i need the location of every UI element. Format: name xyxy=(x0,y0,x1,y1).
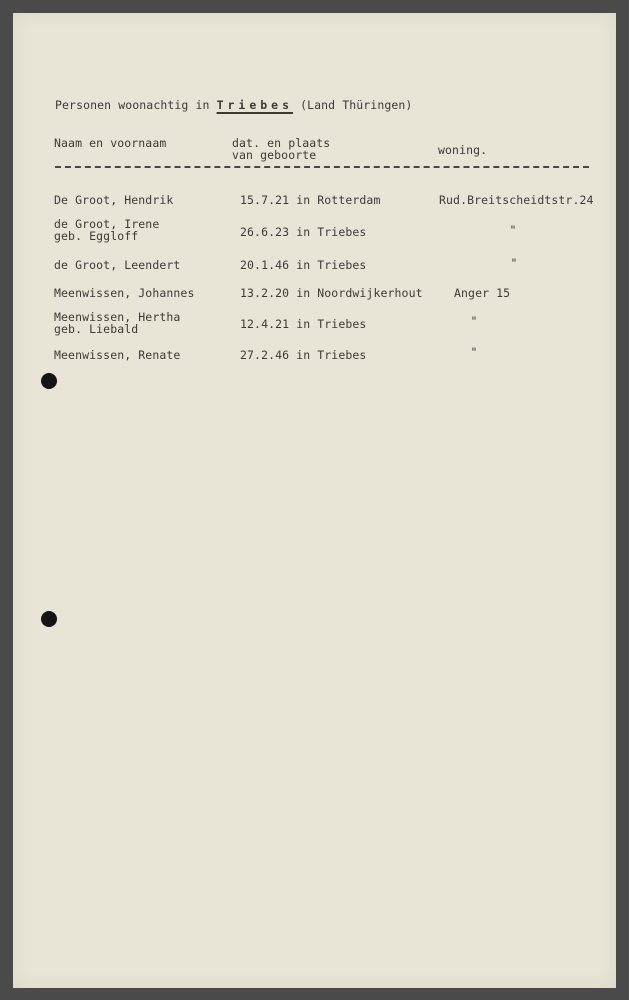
ditto-mark: " xyxy=(470,314,478,328)
ditto-mark: " xyxy=(510,256,518,270)
binder-hole xyxy=(41,373,57,389)
document-page xyxy=(13,13,616,988)
heading-suffix: (Land Thüringen) xyxy=(300,98,413,112)
ditto-mark: " xyxy=(509,223,517,237)
heading-town: Triebes xyxy=(216,98,294,112)
ditto-mark: " xyxy=(470,345,478,359)
birth-info: 15.7.21 in Rotterdam xyxy=(240,193,381,207)
column-header-date-line2: van geboorte xyxy=(232,148,317,162)
residence: Anger 15 xyxy=(454,286,511,300)
heading-prefix: Personen woonachtig in xyxy=(55,98,210,112)
person-name: Meenwissen, Hertha xyxy=(54,310,181,324)
birth-info: 20.1.46 in Triebes xyxy=(240,258,367,272)
binder-hole xyxy=(41,611,57,627)
column-header-date-line1: dat. en plaats xyxy=(232,136,331,150)
person-name: de Groot, Leendert xyxy=(54,258,181,272)
birth-info: 12.4.21 in Triebes xyxy=(240,317,367,331)
person-name: Meenwissen, Renate xyxy=(54,348,181,362)
person-birth-name: geb. Eggloff xyxy=(54,229,139,243)
document-heading xyxy=(55,99,412,111)
birth-info: 27.2.46 in Triebes xyxy=(240,348,367,362)
header-divider xyxy=(55,166,589,168)
residence: Rud.Breitscheidtstr.24 xyxy=(439,193,594,207)
column-header-name: Naam en voornaam xyxy=(54,136,167,150)
person-name: De Groot, Hendrik xyxy=(54,193,174,207)
birth-info: 13.2.20 in Noordwijkerhout xyxy=(240,286,423,300)
column-header-home: woning. xyxy=(438,143,488,157)
birth-info: 26.6.23 in Triebes xyxy=(240,225,367,239)
person-name: de Groot, Irene xyxy=(54,217,160,231)
person-birth-name: geb. Liebald xyxy=(54,322,139,336)
person-name: Meenwissen, Johannes xyxy=(54,286,195,300)
